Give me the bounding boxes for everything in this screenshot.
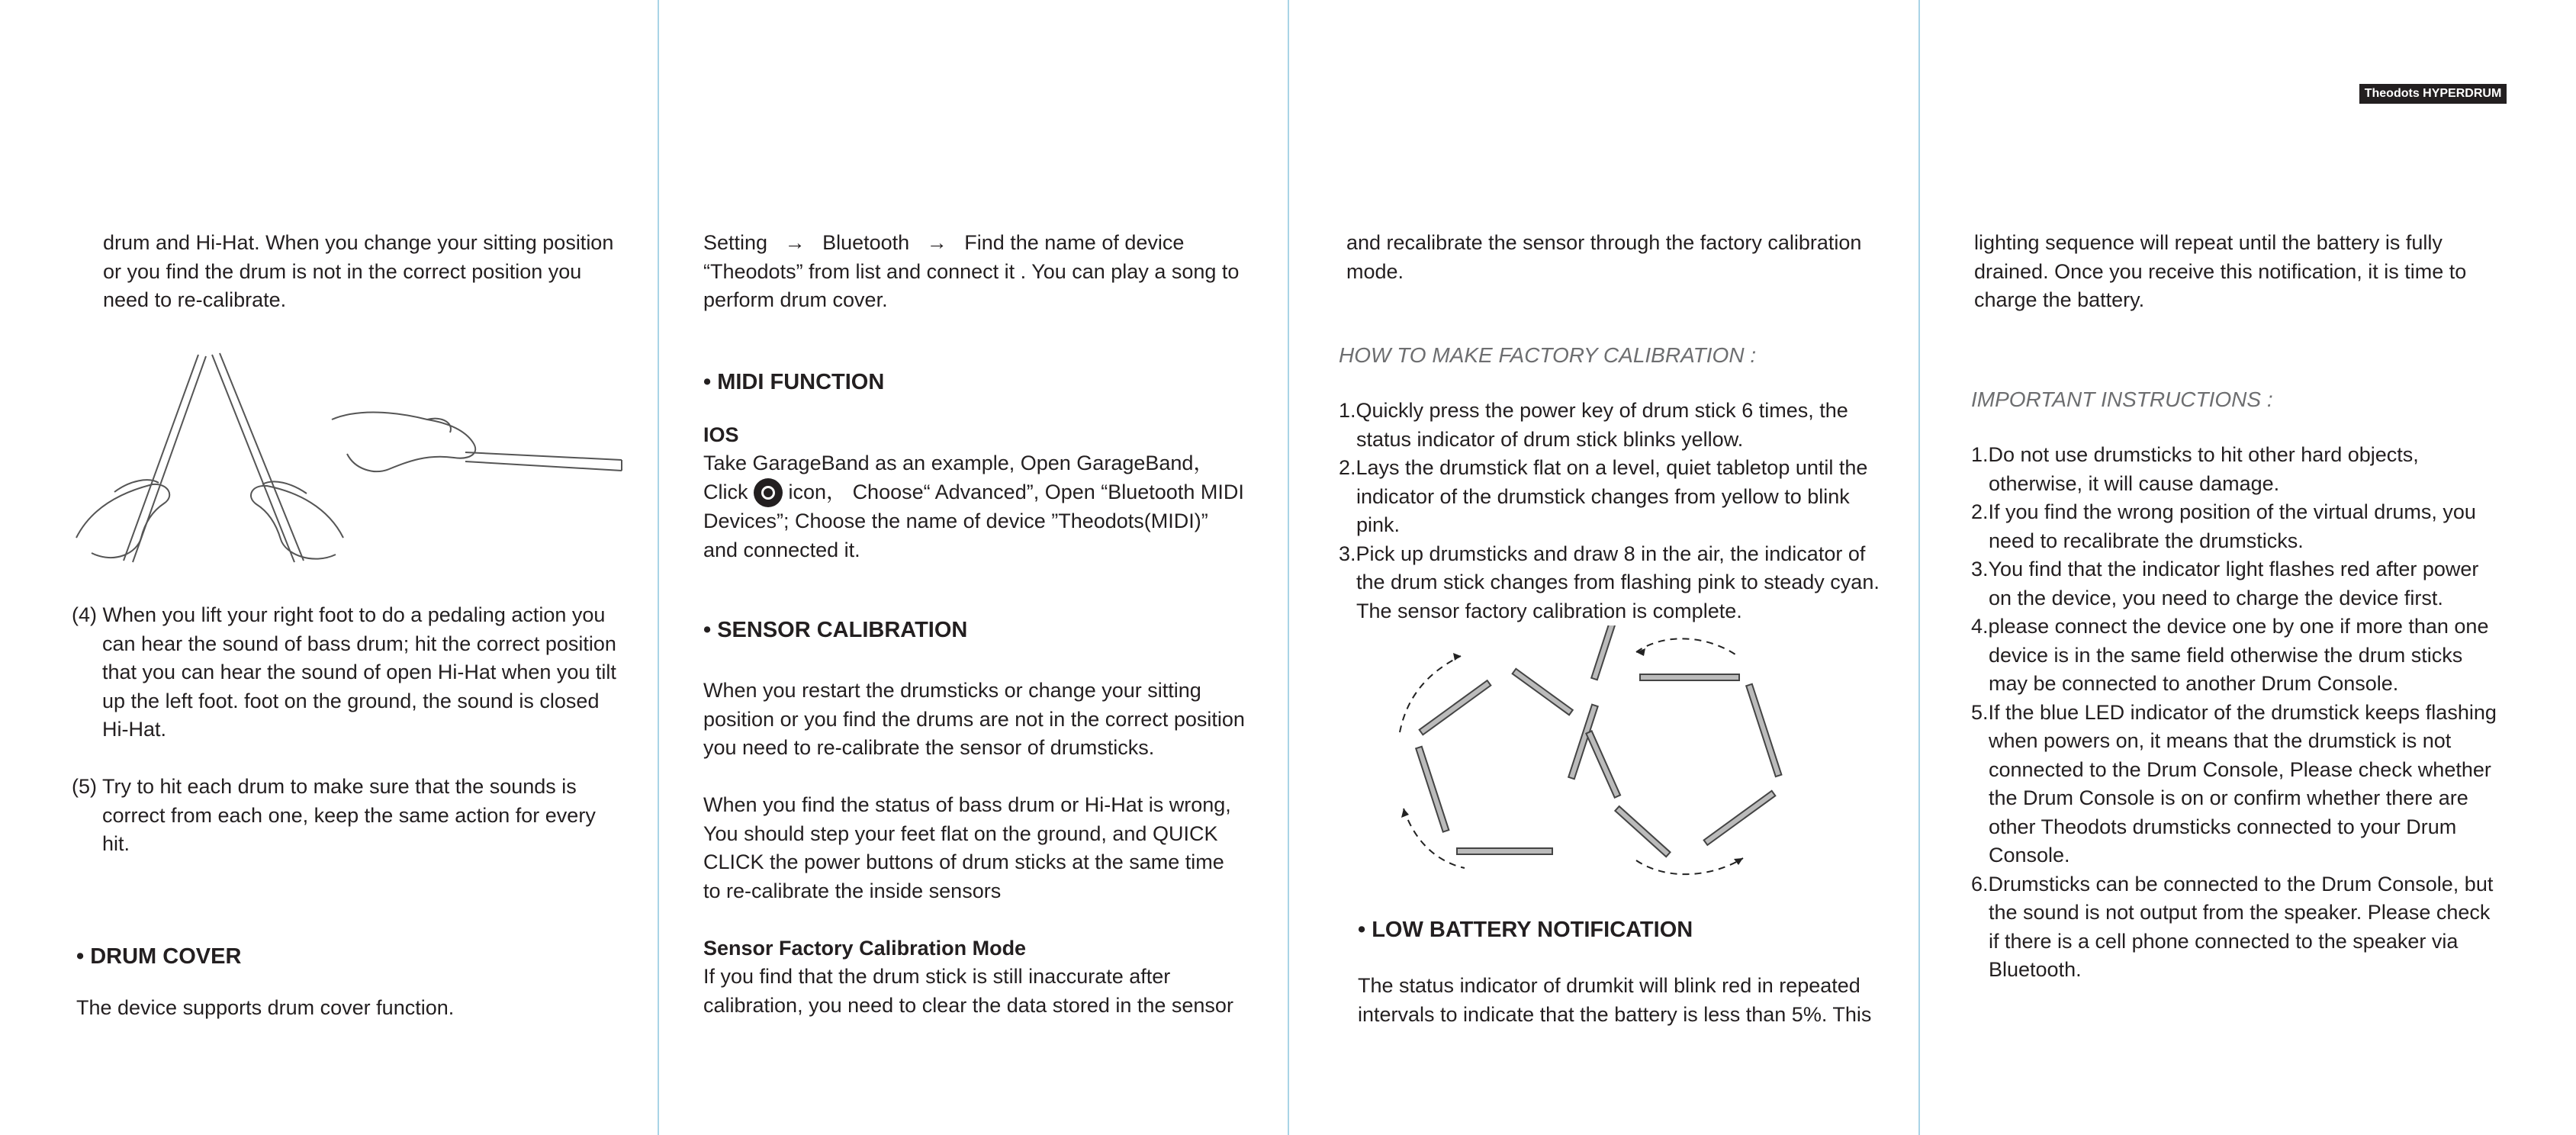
instruction-item-4: 4.please connect the device one by one if more than one device is in the same field otherwise the drum sticks may be connected to another Drum Console. xyxy=(1971,615,2489,695)
ios-text-a: Take GarageBand as an example, Open GarageBand， Click xyxy=(703,452,1214,503)
arrow-icon: → xyxy=(926,231,947,254)
calibration-step-1: 1.Quickly press the power key of drum stick 6 times, the status indicator of drum stick blinks yellow. xyxy=(1339,399,1848,451)
low-battery-section xyxy=(1358,918,1892,1029)
step-4 xyxy=(72,601,621,744)
instruction-item-5: 5.If the blue LED indicator of the drumstick keeps flashing when powers on, it means that the drumstick is not connected to the Drum Console, Please check whether the Drum Console is on or confirm whether there are other Theodots drumsticks connected to your Drum Console. xyxy=(1971,700,2497,867)
factory-calibration-section xyxy=(1339,343,1896,625)
ios-text xyxy=(703,449,1245,564)
panel-1 xyxy=(103,229,614,315)
important-instructions-section xyxy=(1971,387,2505,985)
bluetooth-path xyxy=(703,229,1245,315)
ios-label: IOS xyxy=(703,423,739,446)
brand-label: Theodots HYPERDRUM xyxy=(2359,84,2507,104)
panel1-intro: drum and Hi-Hat. When you change your sitting position or you find the drum is not in the correct position you need to re-calibrate. xyxy=(103,231,614,311)
ios-text-b: icon， Choose“ Advanced”, Open “Bluetooth MIDI Devices”; Choose the name of device ”Theodots(MIDI)” and connected it. xyxy=(703,480,1244,561)
step-5 xyxy=(72,773,621,859)
step-5-number: (5) xyxy=(72,775,97,798)
panel-3 xyxy=(1346,229,1880,286)
howto-heading: HOW TO MAKE FACTORY CALIBRATION : xyxy=(1339,343,1757,367)
fold-line-3 xyxy=(1918,0,1920,1135)
midi-heading: • MIDI FUNCTION xyxy=(703,369,885,394)
drum-cover-section xyxy=(76,944,610,1023)
important-heading: IMPORTANT INSTRUCTIONS : xyxy=(1971,387,2273,411)
settings-gear-icon xyxy=(754,478,783,507)
instruction-item-2: 2.If you find the wrong position of the virtual drums, you need to recalibrate the drumsticks. xyxy=(1971,500,2476,552)
arrow-icon: → xyxy=(784,231,806,254)
calibration-step-2: 2.Lays the drumstick flat on a level, quiet tabletop until the indicator of the drumstick changes from yellow to blink pink. xyxy=(1339,456,1868,536)
fold-line-2 xyxy=(1288,0,1289,1135)
panel4-intro: lighting sequence will repeat until the battery is fully drained. Once you receive this notification, it is time to charge the battery. xyxy=(1974,231,2467,311)
calibration-step-3: 3.Pick up drumsticks and draw 8 in the air, the indicator of the drum stick changes from flashing pink to steady cyan. The sensor factory calibration is complete. xyxy=(1339,542,1880,622)
fold-line-1 xyxy=(658,0,659,1135)
instruction-item-6: 6.Drumsticks can be connected to the Drum Console, but the sound is not output from the speaker. Please check if there is a cell phone connected to the speaker via Bluetooth. xyxy=(1971,872,2494,981)
drum-cover-heading: • DRUM COVER xyxy=(76,944,242,969)
sensor-para-1: When you restart the drumsticks or change your sitting position or you find the drums are not in the correct position you need to re-calibrate the sensor of drumsticks. xyxy=(703,679,1245,760)
step-4-number: (4) xyxy=(72,603,97,626)
panel-4 xyxy=(1974,229,2508,315)
sensor-para-2: When you find the status of bass drum or Hi-Hat is wrong, You should step your feet flat on the ground, and QUICK CLICK the power buttons of drum sticks at the same time to re-calibrate the inside sensors xyxy=(703,793,1231,902)
step-5-text: Try to hit each drum to make sure that the sounds is correct from each one, keep the same action for every hit. xyxy=(102,775,596,855)
low-battery-text: The status indicator of drumkit will blink red in repeated intervals to indicate that the battery is less than 5%. This xyxy=(1358,974,1872,1026)
panel-1-steps xyxy=(72,601,621,859)
path-setting: Setting xyxy=(703,231,768,254)
drumstick-calibration-illustration xyxy=(69,347,633,576)
panel3-intro: and recalibrate the sensor through the factory calibration mode. xyxy=(1346,231,1862,283)
low-battery-heading: • LOW BATTERY NOTIFICATION xyxy=(1358,918,1693,942)
instruction-item-3: 3.You find that the indicator light flashes red after power on the device, you need to charge the device first. xyxy=(1971,558,2479,609)
figure-eight-illustration xyxy=(1384,625,1796,900)
step-4-text: When you lift your right foot to do a pedaling action you can hear the sound of bass drum; hit the correct position that you can hear the sound of open Hi-Hat when you tilt up the left foot. foot on the ground, the sound is closed Hi-Hat. xyxy=(102,603,616,741)
sensor-calibration-heading: • SENSOR CALIBRATION xyxy=(703,618,968,643)
path-bluetooth: Bluetooth xyxy=(822,231,910,254)
factory-mode-label: Sensor Factory Calibration Mode xyxy=(703,936,1027,960)
instruction-item-1: 1.Do not use drumsticks to hit other hard objects, otherwise, it will cause damage. xyxy=(1971,443,2419,495)
drum-cover-text: The device supports drum cover function. xyxy=(76,996,455,1019)
factory-mode-text: If you find that the drum stick is still inaccurate after calibration, you need to clear the data stored in the sensor xyxy=(703,965,1233,1017)
path-rest: Find the name of device “Theodots” from list and connect it . You can play a song to perform drum cover. xyxy=(703,231,1240,311)
panel-2 xyxy=(703,229,1245,1020)
